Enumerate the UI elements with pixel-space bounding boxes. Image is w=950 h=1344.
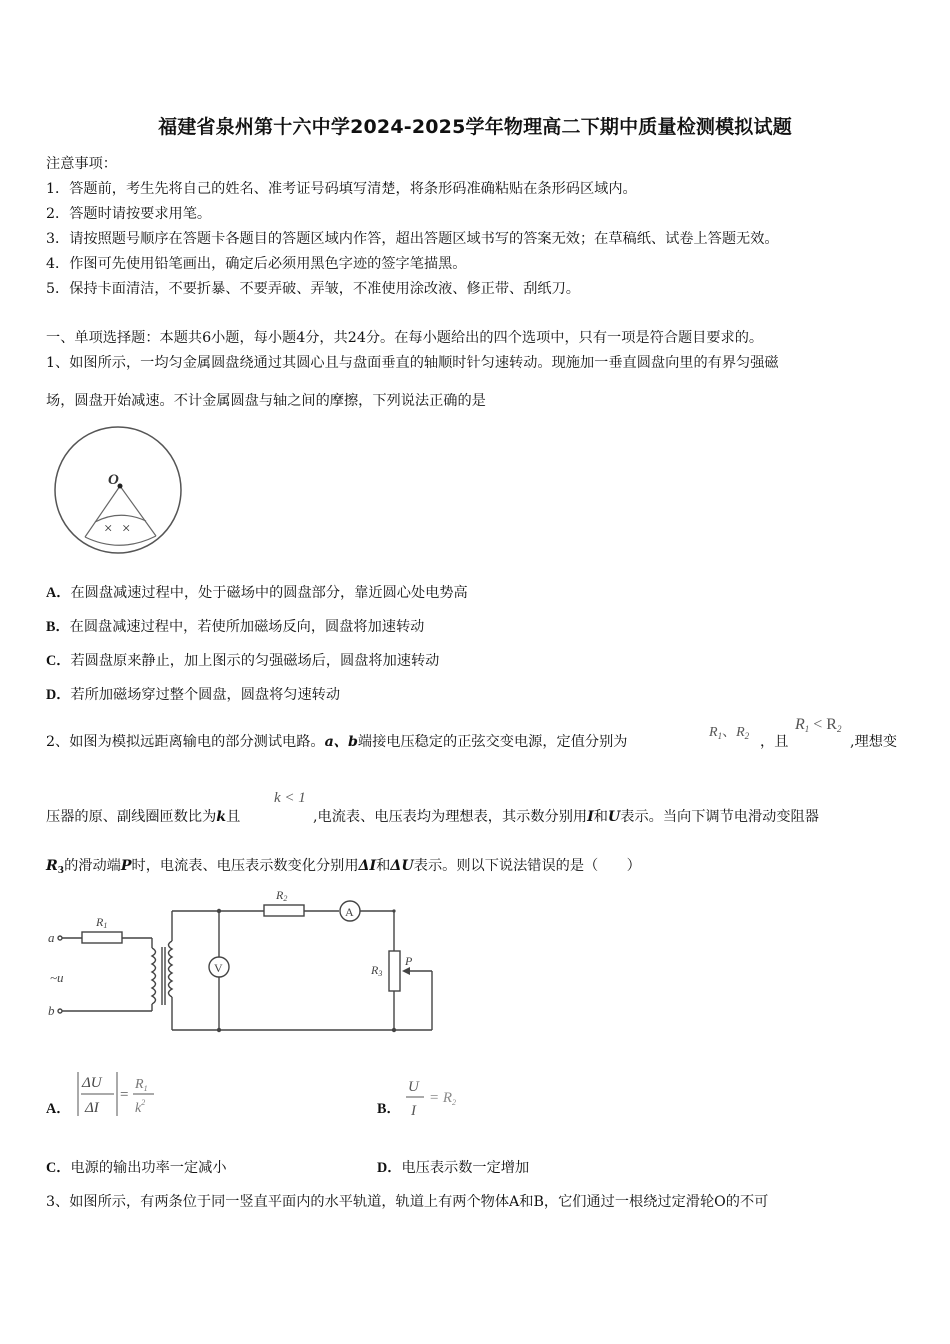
field-arc-inner	[95, 515, 146, 522]
text: 时，电流表、电压表示数变化分别用	[131, 858, 359, 874]
q2-stem-line3: $R_3$的滑动端P时，电流表、电压表示数变化分别用ΔI和ΔU表示。则以下说法错误的是（ ）	[46, 858, 641, 876]
slider-label: P	[405, 954, 413, 968]
q2-stem-line1	[46, 731, 627, 751]
r3-label: R3	[371, 963, 383, 978]
notice-heading: 注意事项：	[46, 156, 117, 172]
formula-rhs: = $R_2$	[429, 1090, 457, 1107]
terminal-b: b	[48, 1003, 55, 1018]
option-letter: C．	[46, 653, 71, 669]
q2-option-b[interactable]	[377, 1098, 401, 1118]
r1-symbol: $R_1$、$R_2$	[709, 725, 750, 741]
option-text: 若圆盘原来静止，加上图示的匀强磁场后，圆盘将加速转动	[70, 653, 440, 669]
text: ，且	[760, 734, 789, 750]
option-letter: A．	[46, 585, 71, 601]
q1-stem-line2: 场，圆盘开始减速。不计金属圆盘与轴之间的摩擦，下列说法正确的是	[46, 393, 486, 409]
field-boundary-left	[85, 486, 120, 537]
option-text: 电源的输出功率一定减小	[70, 1160, 227, 1176]
notice-item: 5．保持卡面清洁，不要折暴、不要弄破、弄皱，不准使用涂改液、修正带、刮纸刀。	[46, 281, 580, 297]
primary-coil	[152, 948, 156, 1004]
ammeter-label: A	[345, 905, 354, 919]
text: 压器的原、副线圈匝数比为	[46, 809, 217, 825]
field-mark: ×	[104, 521, 113, 537]
q2-option-a-formula	[72, 1068, 167, 1120]
q1-option-c[interactable]	[46, 650, 439, 670]
q1-option-a[interactable]	[46, 582, 468, 602]
text: ,理想变	[850, 734, 898, 750]
q1-option-d[interactable]	[46, 684, 340, 704]
q2-circuit-figure	[44, 885, 444, 1040]
formula-numerator: U	[408, 1079, 419, 1095]
q1-option-b[interactable]	[46, 616, 424, 636]
notice-item: 3．请按照题号顺序在答题卡各题目的答题区域内作答，超出答题区域书写的答案无效；在草稿纸、试卷上答题无效。	[46, 231, 779, 247]
q2-stem-line2-cont	[313, 806, 819, 826]
q1-stem-line1: 1、如图所示，一均匀金属圆盘绕通过其圆心且与盘面垂直的轴顺时针匀速转动。现施加一垂直圆盘向里的有界匀强磁	[46, 355, 779, 371]
q2-option-d[interactable]	[377, 1157, 529, 1177]
q2-option-b-formula	[402, 1072, 472, 1122]
option-text: 电压表示数一定增加	[401, 1160, 530, 1176]
text: 2、如图为模拟远距离输电的部分测试电路。	[46, 734, 325, 750]
field-mark: ×	[122, 521, 131, 537]
k-symbol: k	[216, 809, 227, 825]
disk-outline	[55, 427, 181, 553]
text: 和	[376, 858, 391, 874]
option-letter: A．	[46, 1101, 71, 1117]
q2-stem-line2	[46, 806, 240, 826]
r2-label: R2	[276, 888, 288, 903]
u-symbol: U	[607, 809, 621, 825]
field-arc-outer	[85, 536, 156, 545]
notice-item: 4．作图可先使用铅笔画出，确定后必须用黑色字迹的签字笔描黑。	[46, 256, 467, 272]
notice-item: 2．答题时请按要求用笔。	[46, 206, 212, 222]
source-label: ~u	[50, 970, 64, 985]
r1-less-r2: $R_1 < R_2$	[795, 716, 842, 734]
resistor-r1	[82, 932, 122, 943]
notice-item: 1．答题前，考生先将自己的姓名、准考证号码填写清楚，将条形码准确粘贴在条形码区域内。	[46, 181, 637, 197]
q3-stem-line1: 3、如图所示，有两条位于同一竖直平面内的水平轨道，轨道上有两个物体A和B，它们通过一根绕过定滑轮O的不可	[46, 1194, 769, 1210]
center-label: O	[108, 472, 119, 488]
formula-denominator: ΔI	[85, 1100, 99, 1116]
option-letter: D．	[377, 1160, 402, 1176]
option-letter: C．	[46, 1160, 71, 1176]
page-title: 福建省泉州第十六中学2024-2025学年物理高二下期中质量检测模拟试题	[158, 116, 792, 138]
text: 表示。当向下调节电滑动变阻器	[620, 809, 819, 825]
option-text: 若所加磁场穿过整个圆盘，圆盘将匀速转动	[70, 687, 341, 703]
secondary-coil	[169, 941, 173, 997]
option-letter: B．	[46, 619, 70, 635]
option-letter: D．	[46, 687, 71, 703]
rheostat-r3	[389, 951, 400, 991]
text: 端接电压稳定的正弦交变电源，定值分别为	[357, 734, 628, 750]
formula-numerator: ΔU	[82, 1075, 102, 1091]
delta-u: ΔU	[390, 858, 414, 874]
text: 表示。则以下说法错误的是（ ）	[413, 858, 641, 874]
q1-disk-figure	[50, 424, 186, 556]
terminal-a: a	[48, 930, 55, 945]
i-symbol: I	[587, 809, 594, 825]
option-text: 在圆盘减速过程中，处于磁场中的圆盘部分，靠近圆心处电势高	[70, 585, 468, 601]
text: 且	[226, 809, 241, 825]
text: ,电流表、电压表均为理想表，其示数分别用	[313, 809, 588, 825]
formula-denominator: I	[411, 1103, 416, 1119]
q2-option-c[interactable]	[46, 1157, 227, 1177]
r1-label: R1	[96, 915, 108, 930]
delta-i: ΔI	[358, 858, 377, 874]
resistor-r2	[264, 905, 304, 916]
option-text: 在圆盘减速过程中，若使所加磁场反向，圆盘将加速转动	[69, 619, 425, 635]
terminal-labels: a、b	[324, 734, 358, 750]
q2-option-a[interactable]	[46, 1098, 70, 1118]
section-heading: 一、单项选择题：本题共6小题，每小题4分，共24分。在每小题给出的四个选项中，只有一项是符合题目要求的。	[46, 330, 764, 346]
r3-symbol: R	[46, 858, 58, 874]
text: 和	[593, 809, 608, 825]
option-letter: B．	[377, 1101, 401, 1117]
text: 的滑动端	[64, 858, 121, 874]
formula-k2: $k^2$	[135, 1098, 146, 1116]
k-less-1: k < 1	[274, 790, 306, 806]
equals: =	[120, 1087, 129, 1103]
voltmeter-label: V	[214, 961, 223, 975]
p-symbol: P	[120, 858, 132, 874]
formula-r1: $R_1$	[135, 1077, 148, 1093]
